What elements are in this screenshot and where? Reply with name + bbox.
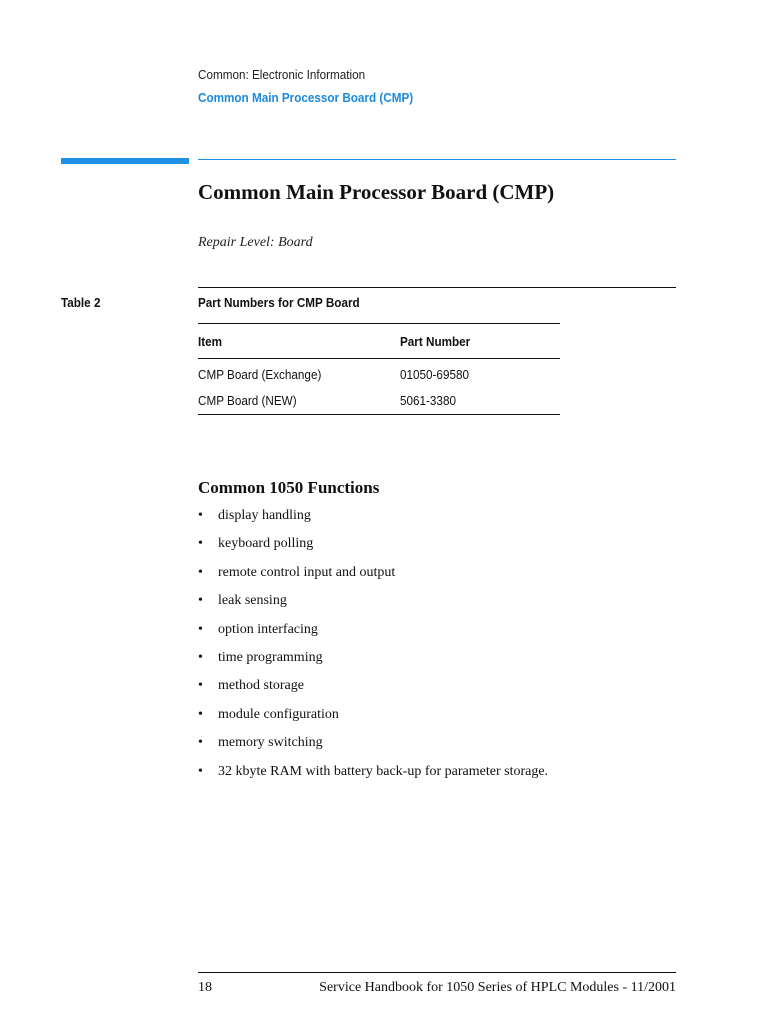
list-item-text: option interfacing <box>218 621 318 637</box>
list-item-text: time programming <box>218 649 323 665</box>
list-item <box>198 732 548 760</box>
table-cell-part-number: 5061-3380 <box>400 392 456 408</box>
bullet-icon: • <box>198 649 203 665</box>
list-item-text: method storage <box>218 678 304 694</box>
list-item-text: 32 kbyte RAM with battery back-up for parameter storage. <box>218 763 549 779</box>
list-item <box>198 590 548 618</box>
bullet-icon: • <box>198 621 203 637</box>
running-header-chapter: Common: Electronic Information <box>198 67 366 82</box>
bullet-icon: • <box>198 763 203 779</box>
list-item-text: leak sensing <box>218 593 287 609</box>
list-item <box>198 704 548 732</box>
page-number: 18 <box>198 980 212 995</box>
accent-bar <box>61 158 189 164</box>
list-item-text: memory switching <box>218 735 323 751</box>
table-cell-item: CMP Board (Exchange) <box>198 367 322 383</box>
list-item <box>198 562 548 590</box>
list-item <box>198 647 548 675</box>
table-caption: Part Numbers for CMP Board <box>198 295 360 310</box>
subsection-title: Common 1050 Functions <box>198 478 380 497</box>
bullet-icon: • <box>198 593 203 609</box>
parts-table <box>198 323 560 415</box>
bullet-icon: • <box>198 536 203 552</box>
table-number: Table 2 <box>61 295 101 310</box>
section-title: Common Main Processor Board (CMP) <box>198 180 555 204</box>
list-item <box>198 533 548 561</box>
repair-level: Repair Level: Board <box>198 235 313 250</box>
bullet-icon: • <box>198 706 203 722</box>
list-item-text: module configuration <box>218 706 339 722</box>
footer-title: Service Handbook for 1050 Series of HPLC Modules - 11/2001 <box>319 980 676 995</box>
running-header-section: Common Main Processor Board (CMP) <box>198 90 414 105</box>
accent-rule <box>198 159 676 160</box>
bullet-icon: • <box>198 678 203 694</box>
bullet-icon: • <box>198 508 203 523</box>
table-cell-part-number: 01050-69580 <box>400 367 469 383</box>
bullet-icon: • <box>198 564 203 580</box>
column-header-item: Item <box>198 333 223 349</box>
table-row <box>198 387 560 415</box>
table-row <box>198 359 560 387</box>
list-item <box>198 619 548 647</box>
list-item-text: display handling <box>218 508 311 523</box>
table-top-rule <box>198 287 676 288</box>
list-item <box>198 505 548 533</box>
list-item <box>198 675 548 703</box>
table-cell-item: CMP Board (NEW) <box>198 392 297 408</box>
bullet-icon: • <box>198 735 203 751</box>
list-item-text: remote control input and output <box>218 564 396 580</box>
column-header-part-number: Part Number <box>400 333 471 349</box>
list-item-text: keyboard polling <box>218 536 314 552</box>
footer-rule <box>198 972 676 973</box>
list-item <box>198 761 548 789</box>
table-header-row <box>198 324 560 359</box>
functions-list <box>198 505 548 789</box>
